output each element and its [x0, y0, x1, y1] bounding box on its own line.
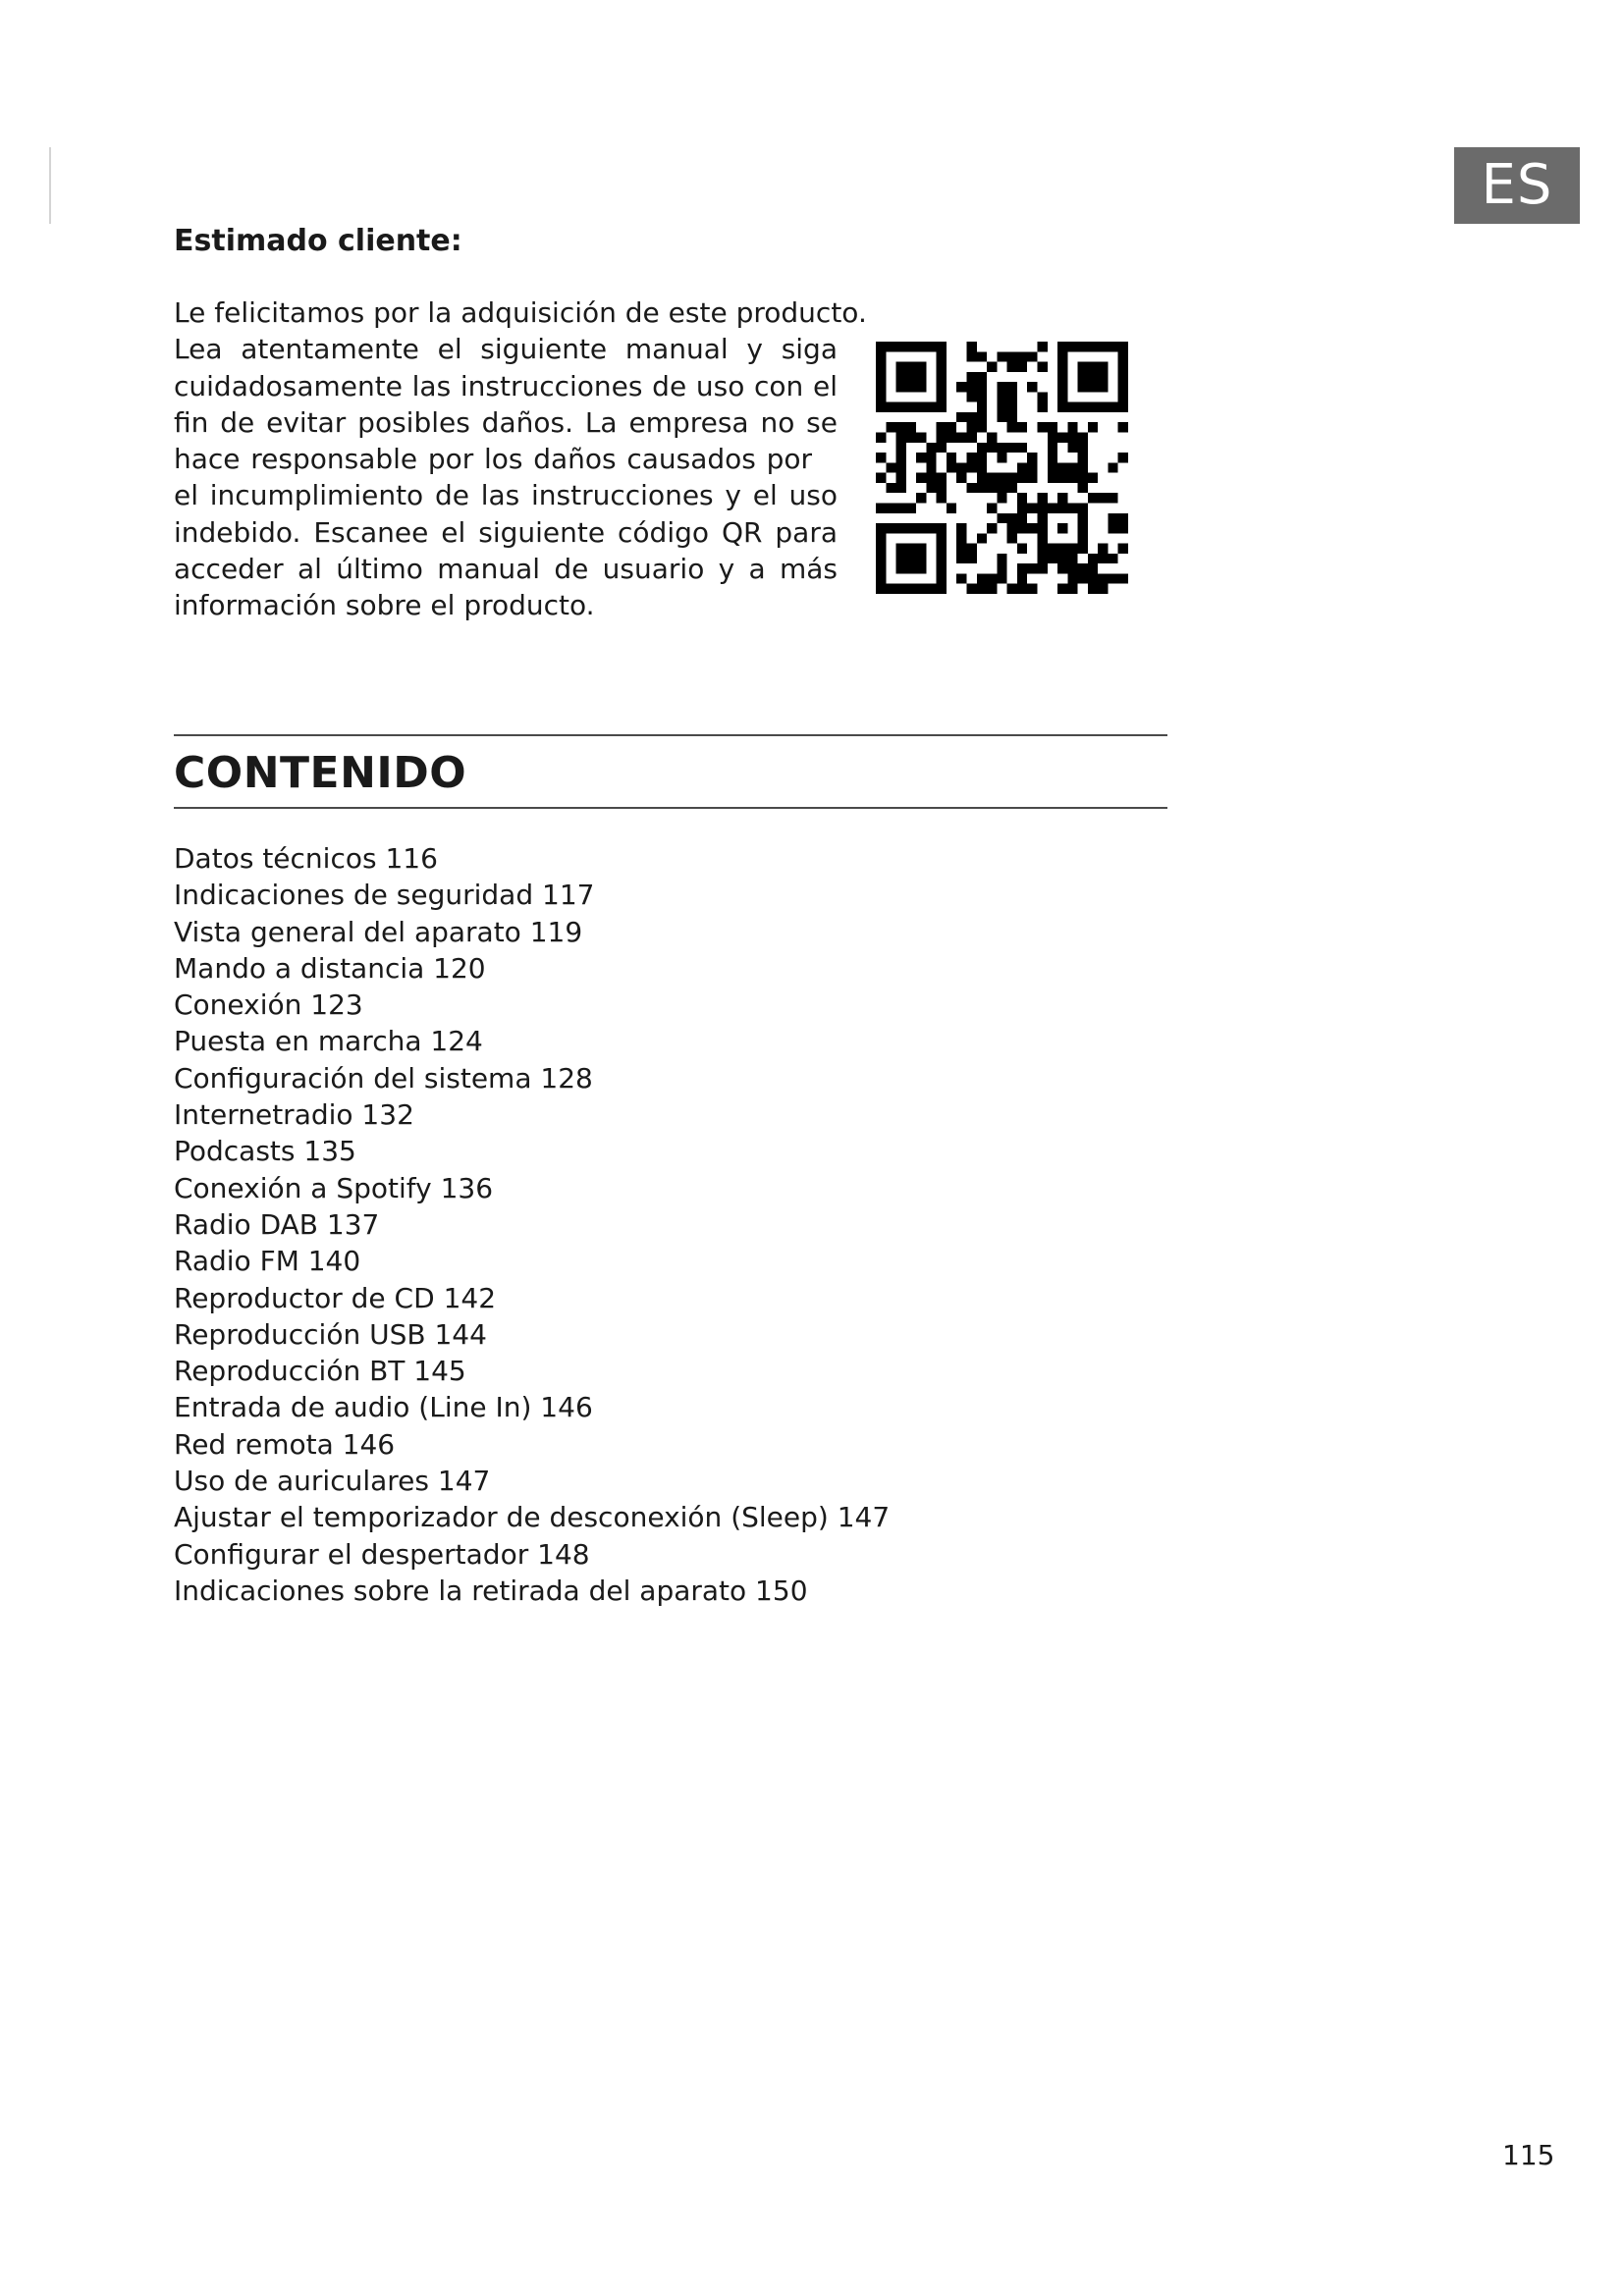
toc-item: Ajustar el temporizador de desconexión (Sleep) 147: [174, 1501, 891, 1534]
toc-item: Configuración del sistema 128: [174, 1061, 593, 1095]
toc-item: Configurar el despertador 148: [174, 1537, 590, 1571]
toc-item: Vista general del aparato 119: [174, 915, 583, 948]
toc-item: Radio DAB 137: [174, 1207, 380, 1241]
toc-item: Indicaciones de seguridad 117: [174, 879, 595, 912]
toc-item: Reproducción BT 145: [174, 1355, 466, 1388]
toc-item: Reproducción USB 144: [174, 1317, 487, 1351]
toc-item: Uso de auriculares 147: [174, 1465, 491, 1498]
toc-item: Conexión a Spotify 136: [174, 1171, 494, 1204]
toc-title: CONTENIDO: [174, 748, 467, 798]
intro-line: cuidadosamente las instrucciones de uso con el: [174, 369, 838, 402]
toc-rule-top: [174, 734, 1167, 736]
intro-line: acceder al último manual de usuario y a más: [174, 553, 838, 586]
intro-line: hace responsable por los daños causados por: [174, 443, 812, 476]
toc-list: [174, 840, 890, 1609]
toc-item: Datos técnicos 116: [174, 842, 438, 875]
page-number: 115: [1502, 2139, 1555, 2171]
toc-item: Indicaciones sobre la retirada del aparato 150: [174, 1574, 808, 1607]
toc-rule-bottom: [174, 807, 1167, 809]
margin-rule: [49, 147, 51, 224]
intro-line: fin de evitar posibles daños. La empresa no se: [174, 405, 838, 439]
toc-item: Podcasts 135: [174, 1135, 356, 1168]
intro-line: información sobre el producto.: [174, 589, 595, 622]
intro-line: Le felicitamos por la adquisición de este producto.: [174, 296, 867, 329]
toc-item: Red remota 146: [174, 1427, 396, 1461]
language-badge: ES: [1454, 147, 1580, 224]
toc-item: Radio FM 140: [174, 1245, 361, 1278]
toc-item: Reproductor de CD 142: [174, 1281, 497, 1314]
intro-paragraph: [174, 294, 867, 624]
intro-line: indebido. Escanee el siguiente código QR para: [174, 515, 838, 549]
toc-item: Entrada de audio (Line In) 146: [174, 1391, 593, 1424]
intro-line: Lea atentamente el siguiente manual y siga: [174, 333, 838, 366]
qr-code-icon: [876, 342, 1128, 594]
greeting-heading: Estimado cliente:: [174, 224, 462, 258]
toc-item: Puesta en marcha 124: [174, 1025, 483, 1058]
toc-item: Mando a distancia 120: [174, 951, 486, 985]
toc-item: Conexión 123: [174, 988, 363, 1022]
toc-item: Internetradio 132: [174, 1098, 414, 1132]
intro-line: el incumplimiento de las instrucciones y el uso: [174, 479, 838, 512]
